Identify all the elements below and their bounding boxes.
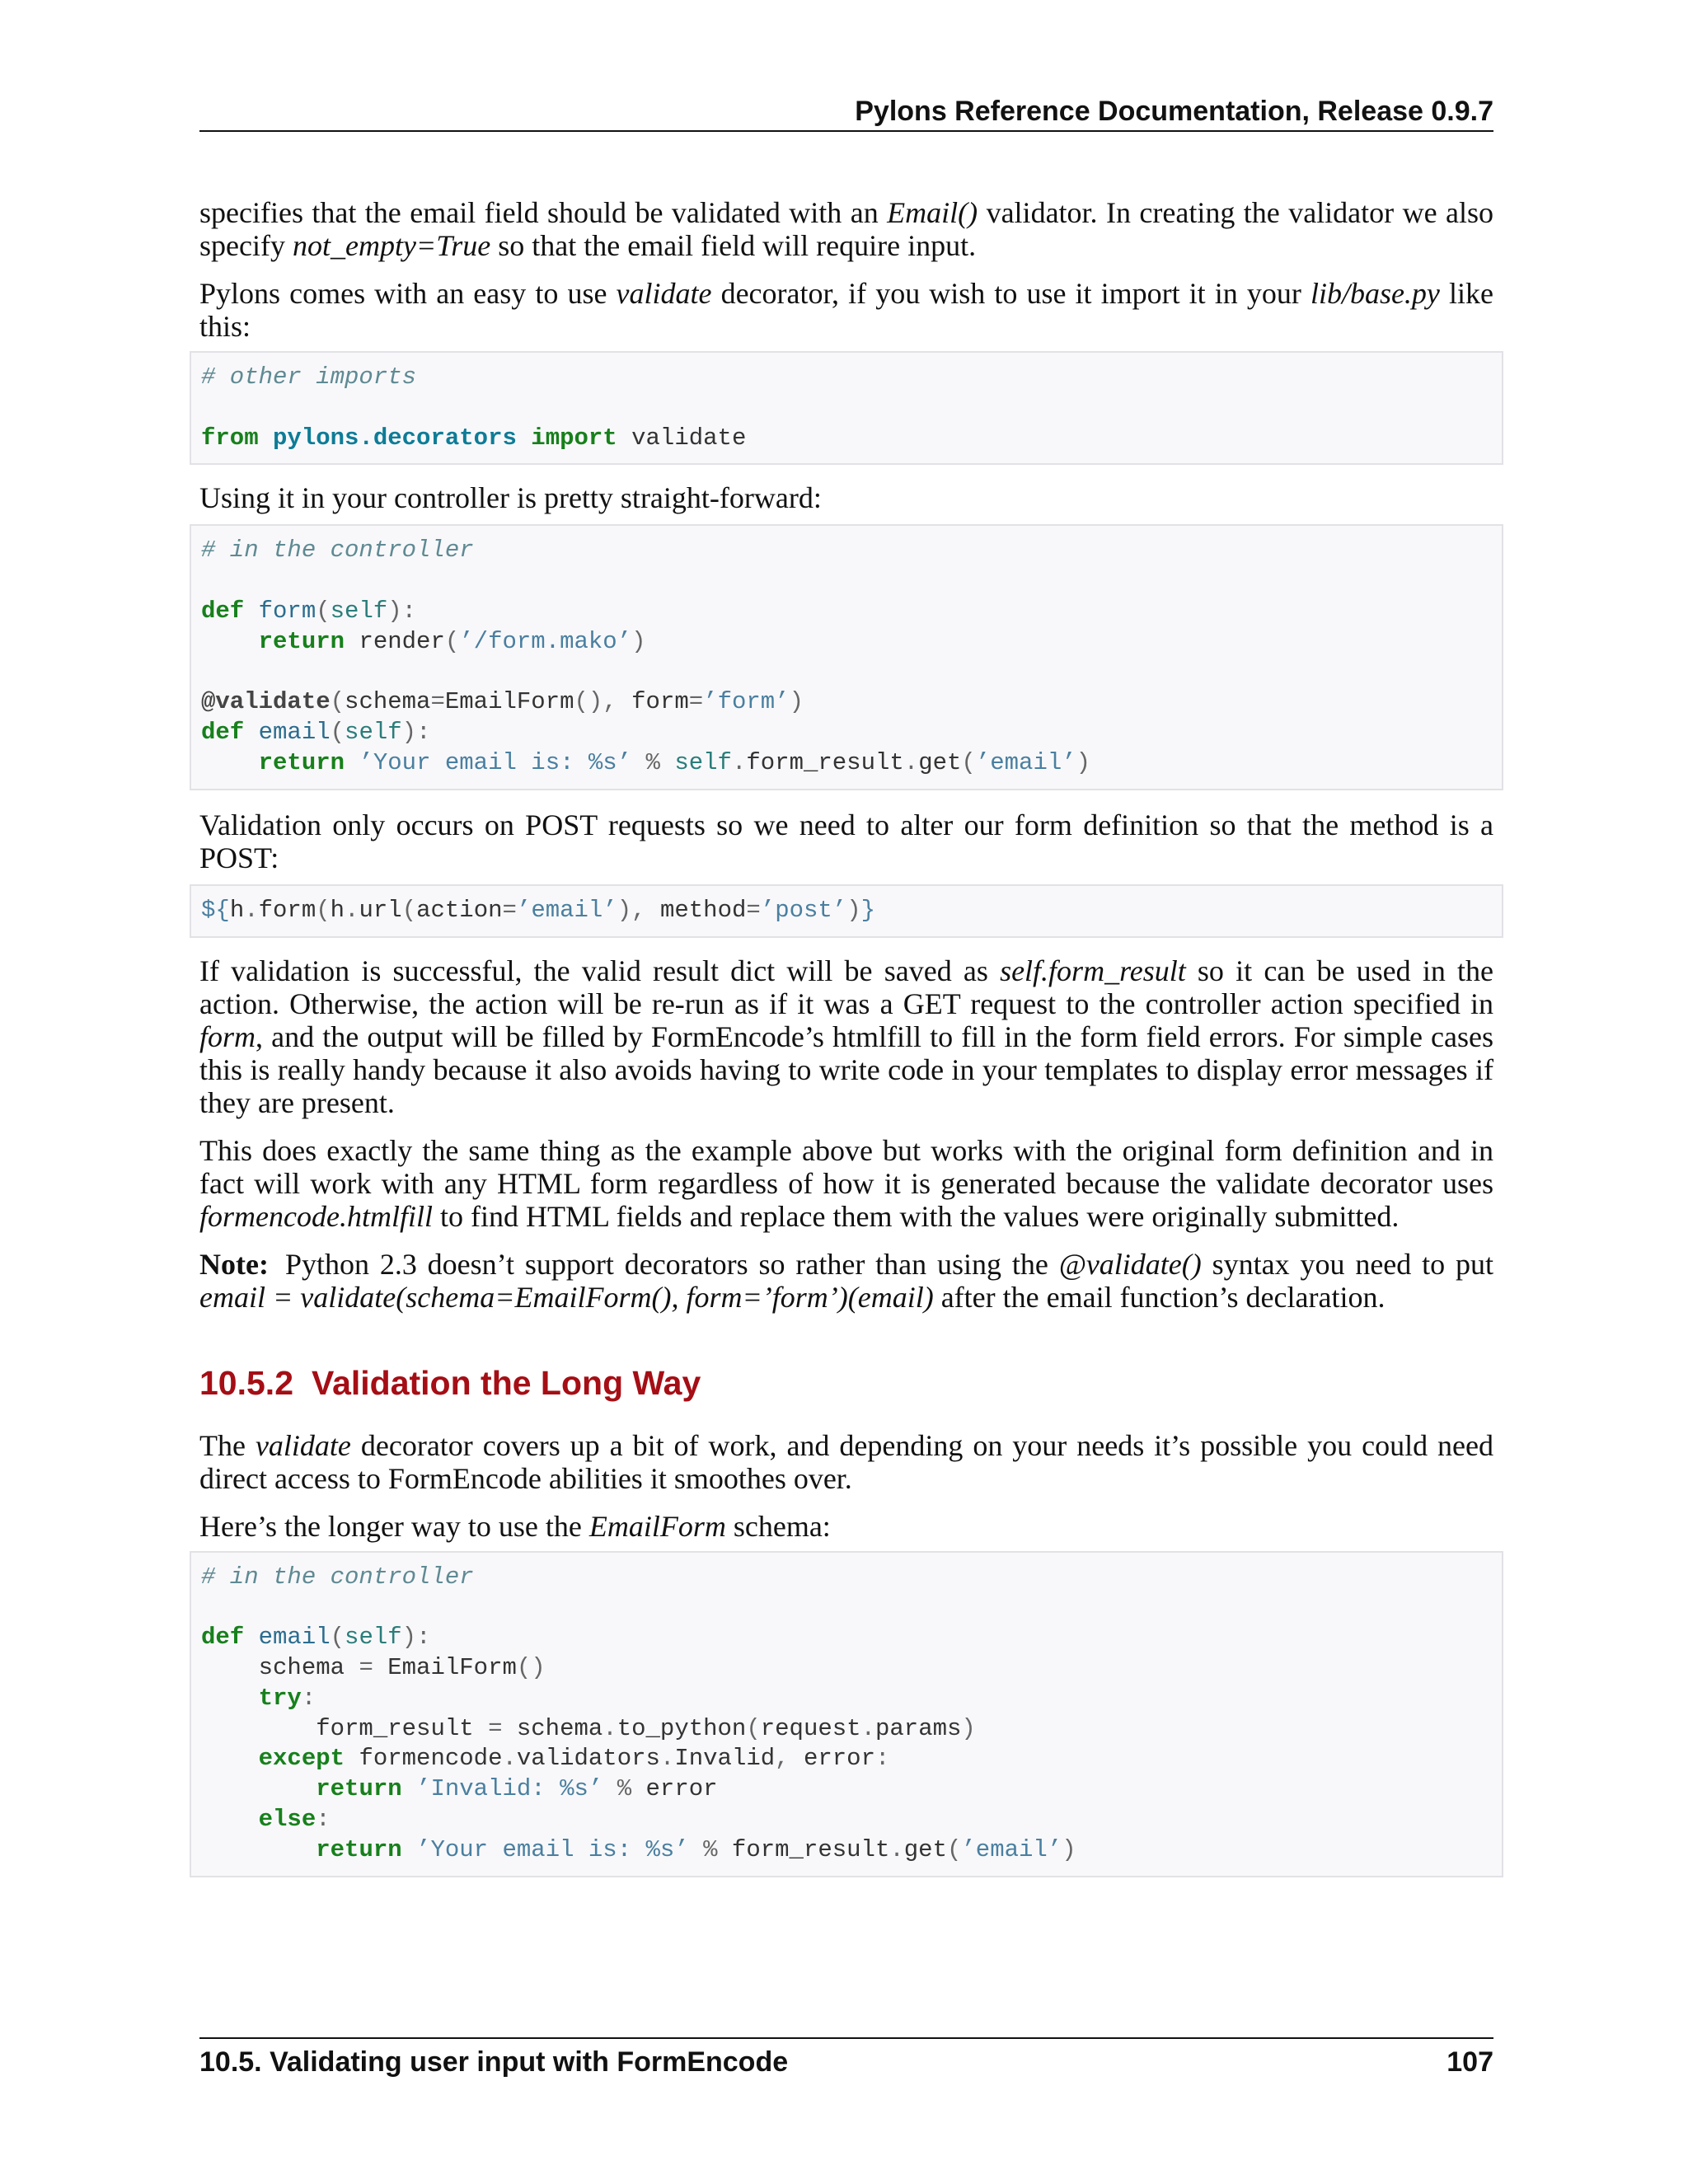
code-token: ( xyxy=(947,1835,962,1863)
code-token: self xyxy=(345,1624,402,1652)
code-token: % xyxy=(617,1775,632,1803)
code-token: h xyxy=(330,896,345,924)
section-number: 10.5.2 xyxy=(199,1363,293,1402)
paragraph-text: validator. In creating the validator we also specify xyxy=(199,196,1494,262)
inline-code-not-empty: not_empty=True xyxy=(292,229,491,262)
code-token: ’form’ xyxy=(703,688,790,716)
code-token: EmailForm xyxy=(444,688,574,716)
code-token: get xyxy=(918,748,962,776)
code-token: : xyxy=(301,1684,316,1712)
footer-section-label: 10.5. Validating user input with FormEncode xyxy=(199,2046,789,2078)
code-token: ${ xyxy=(201,896,230,924)
code-token: ): xyxy=(387,597,417,625)
code-token: ( xyxy=(330,719,345,747)
code-token: ) xyxy=(631,627,646,655)
code-token: self xyxy=(345,719,402,747)
code-line xyxy=(201,1714,1492,1745)
code-token: self xyxy=(330,597,388,625)
code-token: ( xyxy=(316,597,331,625)
footer-rule xyxy=(199,2037,1493,2039)
paragraph-text: decorator, if you wish to use it import it in your xyxy=(711,277,1311,310)
code-token: ( xyxy=(444,627,460,655)
code-token: . xyxy=(889,1835,904,1863)
code-token: try xyxy=(258,1684,302,1712)
inline-code-validate-call: email = validate(schema=EmailForm(), form=’form’)(email) xyxy=(199,1280,934,1314)
paragraph-post-requests: Validation only occurs on POST requests so we need to alter our form definition so that the method is a POST: xyxy=(199,808,1493,874)
code-token: method xyxy=(659,896,747,924)
code-token: ( xyxy=(330,1624,345,1652)
code-token xyxy=(244,1624,258,1651)
code-block-long-way xyxy=(190,1551,1503,1877)
code-token: render xyxy=(345,627,445,655)
code-token: ’Invalid: %s’ xyxy=(416,1775,603,1803)
code-token: params xyxy=(874,1714,962,1742)
paragraph-text: Pylons comes with an easy to use xyxy=(199,277,617,310)
code-token: = xyxy=(359,1653,373,1681)
code-token: form_result xyxy=(746,748,904,776)
code-token: , xyxy=(775,1745,804,1773)
code-block-controller xyxy=(190,524,1503,790)
paragraph-longer-way xyxy=(199,1510,1493,1543)
code-token: : xyxy=(874,1745,890,1773)
code-token xyxy=(201,1745,259,1772)
code-token: = xyxy=(430,688,445,716)
code-token: form xyxy=(258,896,316,924)
code-token: = xyxy=(746,896,761,924)
code-token: else xyxy=(258,1805,316,1833)
paragraph-htmlfill xyxy=(199,1134,1493,1233)
code-token: . xyxy=(603,1714,617,1742)
inline-code-validate: validate xyxy=(255,1428,351,1462)
paragraph-controller-usage: Using it in your controller is pretty straight-forward: xyxy=(199,481,822,515)
paragraph-validation-success xyxy=(199,954,1493,1119)
code-token xyxy=(244,719,258,746)
code-token: ): xyxy=(401,1624,431,1652)
code-token: schema xyxy=(201,1653,359,1681)
note-label: Note: xyxy=(199,1247,269,1281)
code-token: . xyxy=(502,1745,517,1773)
section-title: Validation the Long Way xyxy=(312,1363,701,1402)
code-token: h xyxy=(229,896,245,924)
inline-code-base-py: lib/base.py xyxy=(1310,277,1440,310)
paragraph-text: Here’s the longer way to use the xyxy=(199,1509,589,1543)
paragraph-text: schema: xyxy=(725,1509,831,1543)
code-line xyxy=(201,896,1492,926)
code-line xyxy=(201,393,1492,424)
paragraph-text: so that the email field will require input. xyxy=(490,229,977,262)
code-token: validate xyxy=(617,424,747,452)
note-python-23 xyxy=(199,1248,1493,1314)
code-token: form xyxy=(631,688,689,716)
code-token: (), xyxy=(574,688,632,716)
code-token: ): xyxy=(401,719,431,747)
inline-code-email: Email() xyxy=(887,196,978,229)
code-token xyxy=(244,598,258,625)
code-token: except xyxy=(258,1745,345,1773)
code-token xyxy=(201,749,259,776)
paragraph-text: , and the output will be filled by FormEncode’s htmlfill to fill in the form field errors. For simple cases this is really handy because it also avoids having to write code in your templates to display error messages if they are present. xyxy=(199,1019,1493,1119)
code-token xyxy=(660,749,674,776)
code-token: Invalid xyxy=(674,1745,776,1773)
code-token: schema xyxy=(345,688,431,716)
inline-code-emailform: EmailForm xyxy=(588,1509,726,1543)
inline-code-form: form xyxy=(199,1019,256,1053)
paragraph-text: syntax you need to put xyxy=(1201,1247,1493,1281)
paragraph-text: so it can be used in the action. Otherwise, the action will be re-run as if it was a GET request to the controller action specified in xyxy=(199,954,1493,1020)
code-token xyxy=(631,749,645,776)
page-number: 107 xyxy=(1447,2046,1493,2078)
code-token: import xyxy=(531,424,617,452)
code-token: ) xyxy=(1076,748,1091,776)
code-line xyxy=(201,1684,1492,1714)
code-line xyxy=(201,1653,1492,1684)
code-line xyxy=(201,363,1492,393)
code-token: ’email’ xyxy=(961,1835,1062,1863)
code-block-imports xyxy=(190,351,1503,465)
code-line xyxy=(201,1744,1492,1774)
code-token: ( xyxy=(316,896,331,924)
paragraph-text: The xyxy=(199,1428,256,1462)
code-token: schema xyxy=(502,1714,603,1742)
paragraph-text: after the email function’s declaration. xyxy=(933,1280,1386,1314)
code-line xyxy=(201,627,1492,658)
code-token: % xyxy=(645,748,660,776)
code-line xyxy=(201,424,1492,454)
code-token xyxy=(259,424,273,452)
paragraph-email-validator xyxy=(199,196,1493,262)
code-token: () xyxy=(516,1653,546,1681)
code-token: request xyxy=(760,1714,861,1742)
code-token: url xyxy=(359,896,402,924)
running-header-title: Pylons Reference Documentation, Release 0.9.7 xyxy=(855,96,1493,127)
section-heading xyxy=(199,1361,1493,1404)
inline-code-htmlfill: formencode.htmlfill xyxy=(199,1199,433,1233)
code-token: email xyxy=(258,719,331,747)
code-token: return xyxy=(316,1775,402,1803)
paragraph-text: This does exactly the same thing as the example above but works with the original form definition and in fact will work with any HTML form regardless of how it is generated because the validate decorator uses xyxy=(199,1133,1493,1200)
code-token: ’Your email is: %s’ xyxy=(416,1835,689,1863)
code-token: form xyxy=(258,597,316,625)
code-token: . xyxy=(903,748,919,776)
code-token: # other imports xyxy=(201,363,417,391)
code-line xyxy=(201,597,1492,627)
code-token: ) xyxy=(1062,1835,1076,1863)
code-token: ’post’ xyxy=(760,896,847,924)
code-token: validators xyxy=(516,1745,660,1773)
code-token: error xyxy=(803,1745,875,1773)
paragraph-validate-covers xyxy=(199,1429,1493,1495)
code-token xyxy=(201,1775,316,1802)
paragraph-validate-decorator xyxy=(199,277,1493,343)
code-token xyxy=(402,1775,416,1802)
code-token xyxy=(345,749,359,776)
code-token: form_result xyxy=(201,1714,489,1742)
code-token xyxy=(201,1685,259,1712)
code-line xyxy=(201,1592,1492,1623)
code-line xyxy=(201,1623,1492,1653)
code-token: form_result xyxy=(717,1835,890,1863)
code-block-form-definition xyxy=(190,884,1503,938)
code-token: get xyxy=(903,1835,947,1863)
code-token: ’email’ xyxy=(975,748,1076,776)
paragraph-text: Python 2.3 doesn’t support decorators so rather than using the xyxy=(284,1247,1059,1281)
code-token: EmailForm xyxy=(373,1653,517,1681)
code-token: . xyxy=(731,748,747,776)
inline-code-form-result: self.form_result xyxy=(1000,954,1186,987)
paragraph-text: decorator covers up a bit of work, and depending on your needs it’s possible you could need direct access to FormEncode abilities it smoothes over. xyxy=(199,1428,1493,1495)
code-line xyxy=(201,1805,1492,1835)
code-token: : xyxy=(316,1805,331,1833)
inline-code-validate-syntax: @validate() xyxy=(1058,1247,1202,1281)
code-line xyxy=(201,536,1492,566)
code-token: . xyxy=(244,896,259,924)
code-token: ) xyxy=(846,896,861,924)
inline-code-validate: validate xyxy=(616,277,712,310)
code-token: ) xyxy=(789,688,804,716)
code-token: ), xyxy=(617,896,660,924)
code-token: ’/form.mako’ xyxy=(459,627,632,655)
code-token: ) xyxy=(961,1714,976,1742)
code-token xyxy=(603,1775,617,1802)
code-line xyxy=(201,566,1492,597)
paragraph-text: If validation is successful, the valid result dict will be saved as xyxy=(199,954,1001,987)
code-token: ( xyxy=(746,1714,761,1742)
code-token: . xyxy=(345,896,359,924)
code-token: return xyxy=(316,1835,402,1863)
header-rule xyxy=(199,130,1493,132)
code-token xyxy=(201,1806,259,1833)
code-token: ( xyxy=(330,688,345,716)
code-line xyxy=(201,748,1492,779)
code-token: = xyxy=(488,1714,503,1742)
code-token: # in the controller xyxy=(201,1563,474,1591)
code-token: email xyxy=(258,1624,331,1652)
code-token: def xyxy=(201,597,245,625)
paragraph-text: to find HTML fields and replace them with the values were originally submitted. xyxy=(432,1199,1400,1233)
code-token: formencode xyxy=(345,1745,503,1773)
code-token xyxy=(402,1836,416,1863)
code-token: self xyxy=(674,748,732,776)
code-token: ( xyxy=(961,748,976,776)
code-token: % xyxy=(703,1835,718,1863)
code-line xyxy=(201,658,1492,688)
code-token: . xyxy=(659,1745,675,1773)
page-content xyxy=(199,196,1493,1877)
paragraph-text: specifies that the email field should be validated with an xyxy=(199,196,888,229)
code-token: # in the controller xyxy=(201,537,474,565)
code-line xyxy=(201,1774,1492,1805)
code-token: pylons.decorators xyxy=(273,424,517,452)
code-token: return xyxy=(258,748,345,776)
code-token: to_python xyxy=(617,1714,747,1742)
code-token: def xyxy=(201,1624,245,1652)
code-line xyxy=(201,718,1492,748)
code-token: action xyxy=(416,896,503,924)
code-token: @validate xyxy=(201,688,331,716)
code-line xyxy=(201,1563,1492,1593)
code-token: = xyxy=(688,688,704,716)
code-token: = xyxy=(502,896,517,924)
code-token: ’email’ xyxy=(516,896,617,924)
code-token: } xyxy=(860,896,876,924)
code-token xyxy=(517,424,531,452)
code-token: . xyxy=(860,1714,875,1742)
code-token xyxy=(201,1836,316,1863)
code-line xyxy=(201,687,1492,718)
code-token: return xyxy=(258,627,345,655)
code-token: ’Your email is: %s’ xyxy=(359,748,632,776)
code-token: def xyxy=(201,719,245,747)
code-token: ( xyxy=(401,896,417,924)
code-token: from xyxy=(201,424,259,452)
code-token xyxy=(201,628,259,655)
code-token: error xyxy=(631,1775,718,1803)
paragraph-text: like this: xyxy=(199,277,1493,343)
code-line xyxy=(201,1835,1492,1866)
code-token xyxy=(689,1836,703,1863)
